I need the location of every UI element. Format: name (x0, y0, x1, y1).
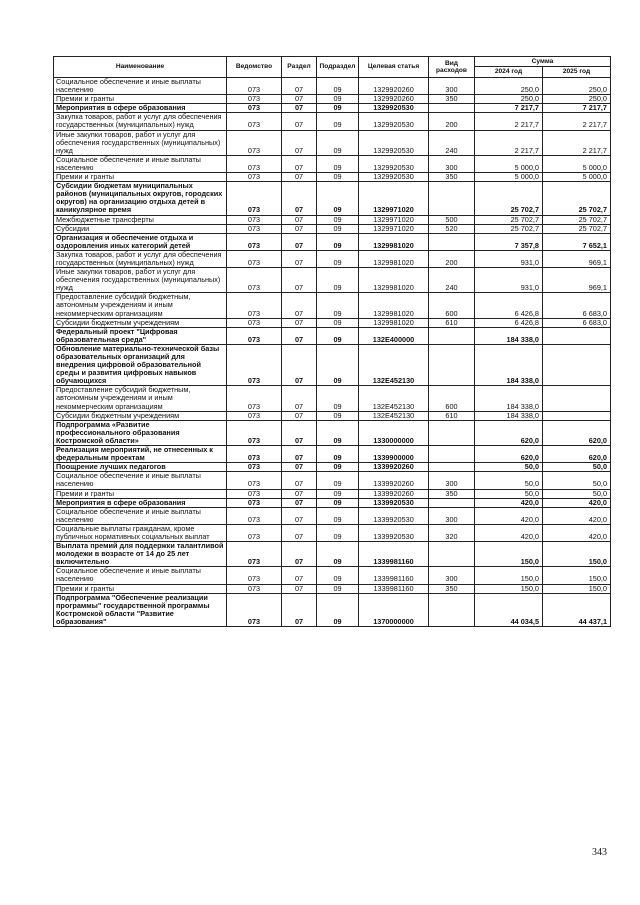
cell-vid-rashodov: 350 (429, 584, 475, 593)
table-row (54, 446, 611, 463)
cell-vid-rashodov (429, 463, 475, 472)
cell-name: Предоставление субсидий бюджетным, автономным учреждениям и иным некоммерческим организациям (54, 293, 227, 318)
cell-vedomstvo: 073 (227, 78, 282, 95)
cell-vedomstvo: 073 (227, 411, 282, 420)
table-row (54, 173, 611, 182)
cell-name: Премии и гранты (54, 584, 227, 593)
cell-sum-2024: 250,0 (475, 78, 543, 95)
cell-vid-rashodov: 350 (429, 489, 475, 498)
cell-razdel: 07 (282, 173, 317, 182)
cell-sum-2025: 250,0 (543, 95, 611, 104)
cell-name: Предоставление субсидий бюджетным, автономным учреждениям и иным некоммерческим организациям (54, 386, 227, 411)
cell-sum-2024: 5 000,0 (475, 155, 543, 172)
cell-sum-2025: 620,0 (543, 446, 611, 463)
cell-sum-2025: 25 702,7 (543, 224, 611, 233)
table-row (54, 233, 611, 250)
cell-name: Мероприятия в сфере образования (54, 104, 227, 113)
table-row (54, 318, 611, 327)
cell-name: Субсидии бюджетам муниципальных районов (муниципальных округов, городских округов) на организацию отдыха детей в каникулярное время (54, 182, 227, 215)
cell-razdel: 07 (282, 318, 317, 327)
cell-sum-2024: 6 426,8 (475, 318, 543, 327)
cell-sum-2024: 184 338,0 (475, 411, 543, 420)
cell-celevaya-statya: 1339920260 (359, 472, 429, 489)
cell-podrazdel: 09 (317, 386, 359, 411)
cell-celevaya-statya: 1329971020 (359, 182, 429, 215)
cell-sum-2024: 2 217,7 (475, 113, 543, 130)
cell-podrazdel: 09 (317, 584, 359, 593)
cell-celevaya-statya: 132Е452130 (359, 344, 429, 385)
cell-vedomstvo: 073 (227, 593, 282, 626)
cell-razdel: 07 (282, 78, 317, 95)
cell-razdel: 07 (282, 472, 317, 489)
cell-name: Иные закупки товаров, работ и услуг для обеспечения государственных (муниципальных) нужд (54, 268, 227, 293)
cell-podrazdel: 09 (317, 420, 359, 445)
cell-name: Социальное обеспечение и иные выплаты населению (54, 155, 227, 172)
cell-celevaya-statya: 1339920530 (359, 498, 429, 507)
cell-sum-2024: 184 338,0 (475, 344, 543, 385)
cell-vid-rashodov (429, 344, 475, 385)
cell-podrazdel: 09 (317, 268, 359, 293)
cell-podrazdel: 09 (317, 344, 359, 385)
cell-podrazdel: 09 (317, 155, 359, 172)
table-row (54, 250, 611, 267)
cell-sum-2025 (543, 344, 611, 385)
cell-razdel: 07 (282, 344, 317, 385)
table-row (54, 104, 611, 113)
cell-vedomstvo: 073 (227, 268, 282, 293)
cell-sum-2024: 50,0 (475, 472, 543, 489)
cell-sum-2024: 250,0 (475, 95, 543, 104)
cell-sum-2025: 50,0 (543, 463, 611, 472)
cell-name: Премии и гранты (54, 173, 227, 182)
cell-vid-rashodov (429, 182, 475, 215)
table-row (54, 386, 611, 411)
cell-sum-2024: 931,0 (475, 268, 543, 293)
cell-name: Социальное обеспечение и иные выплаты населению (54, 472, 227, 489)
cell-podrazdel: 09 (317, 411, 359, 420)
header-vid-rashodov: Вид расходов (429, 57, 475, 78)
cell-celevaya-statya: 1330000000 (359, 420, 429, 445)
cell-celevaya-statya: 1329981020 (359, 268, 429, 293)
cell-sum-2024: 931,0 (475, 250, 543, 267)
cell-sum-2024: 150,0 (475, 584, 543, 593)
cell-razdel: 07 (282, 113, 317, 130)
cell-vid-rashodov: 350 (429, 95, 475, 104)
cell-vedomstvo: 073 (227, 507, 282, 524)
cell-celevaya-statya: 1329920530 (359, 113, 429, 130)
table-row (54, 344, 611, 385)
cell-sum-2024: 44 034,5 (475, 593, 543, 626)
cell-sum-2024: 25 702,7 (475, 215, 543, 224)
cell-podrazdel: 09 (317, 113, 359, 130)
cell-razdel: 07 (282, 104, 317, 113)
cell-vid-rashodov: 600 (429, 386, 475, 411)
cell-celevaya-statya: 1339981160 (359, 567, 429, 584)
cell-podrazdel: 09 (317, 472, 359, 489)
cell-name: Организация и обеспечение отдыха и оздоровления иных категорий детей (54, 233, 227, 250)
cell-vedomstvo: 073 (227, 155, 282, 172)
cell-name: Подпрограмма «Развитие профессионального образования Костромской области» (54, 420, 227, 445)
cell-podrazdel: 09 (317, 446, 359, 463)
header-2025: 2025 год (543, 67, 611, 78)
table-row (54, 463, 611, 472)
cell-razdel: 07 (282, 567, 317, 584)
cell-vid-rashodov: 300 (429, 507, 475, 524)
cell-vedomstvo: 073 (227, 113, 282, 130)
cell-vedomstvo: 073 (227, 293, 282, 318)
cell-vid-rashodov: 600 (429, 293, 475, 318)
cell-vedomstvo: 073 (227, 420, 282, 445)
cell-celevaya-statya: 1329920530 (359, 104, 429, 113)
cell-razdel: 07 (282, 524, 317, 541)
cell-podrazdel: 09 (317, 78, 359, 95)
cell-sum-2024: 2 217,7 (475, 130, 543, 155)
cell-vid-rashodov (429, 446, 475, 463)
cell-sum-2024: 7 357,8 (475, 233, 543, 250)
cell-podrazdel: 09 (317, 293, 359, 318)
cell-razdel: 07 (282, 293, 317, 318)
cell-celevaya-statya: 1339920260 (359, 489, 429, 498)
table-row (54, 472, 611, 489)
cell-vid-rashodov (429, 233, 475, 250)
header-summa: Сумма (475, 57, 611, 67)
cell-celevaya-statya: 1370000000 (359, 593, 429, 626)
cell-razdel: 07 (282, 233, 317, 250)
cell-name: Выплата премий для поддержки талантливой молодежи в возрасте от 14 до 25 лет включительно (54, 542, 227, 567)
cell-celevaya-statya: 1339981160 (359, 584, 429, 593)
table-row (54, 155, 611, 172)
cell-vid-rashodov (429, 593, 475, 626)
cell-celevaya-statya: 1329981020 (359, 250, 429, 267)
cell-name: Премии и гранты (54, 489, 227, 498)
cell-name: Социальные выплаты гражданам, кроме публичных нормативных социальных выплат (54, 524, 227, 541)
cell-celevaya-statya: 132Е400000 (359, 327, 429, 344)
cell-name: Закупка товаров, работ и услуг для обеспечения государственных (муниципальных) нужд (54, 250, 227, 267)
cell-sum-2025: 969,1 (543, 250, 611, 267)
table-row (54, 113, 611, 130)
cell-sum-2024: 184 338,0 (475, 327, 543, 344)
cell-sum-2024: 25 702,7 (475, 182, 543, 215)
cell-sum-2025: 150,0 (543, 542, 611, 567)
cell-celevaya-statya: 1339920530 (359, 507, 429, 524)
cell-vedomstvo: 073 (227, 344, 282, 385)
cell-sum-2025: 25 702,7 (543, 182, 611, 215)
cell-razdel: 07 (282, 498, 317, 507)
budget-table (53, 56, 611, 627)
table-row (54, 182, 611, 215)
table-row (54, 327, 611, 344)
cell-sum-2025: 150,0 (543, 567, 611, 584)
cell-name: Субсидии бюджетным учреждениям (54, 318, 227, 327)
cell-razdel: 07 (282, 420, 317, 445)
cell-vedomstvo: 073 (227, 489, 282, 498)
cell-sum-2025: 50,0 (543, 472, 611, 489)
table-row (54, 95, 611, 104)
table-row (54, 215, 611, 224)
table-row (54, 78, 611, 95)
cell-name: Иные закупки товаров, работ и услуг для обеспечения государственных (муниципальных) нужд (54, 130, 227, 155)
cell-sum-2024: 420,0 (475, 524, 543, 541)
cell-vid-rashodov: 520 (429, 224, 475, 233)
cell-razdel: 07 (282, 584, 317, 593)
cell-razdel: 07 (282, 327, 317, 344)
header-razdel: Раздел (282, 57, 317, 78)
cell-vid-rashodov: 200 (429, 113, 475, 130)
cell-vid-rashodov: 320 (429, 524, 475, 541)
cell-sum-2025 (543, 386, 611, 411)
cell-razdel: 07 (282, 446, 317, 463)
cell-celevaya-statya: 1339900000 (359, 446, 429, 463)
cell-sum-2025: 5 000,0 (543, 173, 611, 182)
cell-razdel: 07 (282, 542, 317, 567)
cell-razdel: 07 (282, 182, 317, 215)
cell-razdel: 07 (282, 507, 317, 524)
cell-razdel: 07 (282, 155, 317, 172)
cell-sum-2024: 6 426,8 (475, 293, 543, 318)
cell-sum-2024: 5 000,0 (475, 173, 543, 182)
cell-vedomstvo: 073 (227, 130, 282, 155)
cell-sum-2024: 50,0 (475, 463, 543, 472)
cell-name: Подпрограмма "Обеспечение реализации программы" государственной программы Костромской области "Развитие образования" (54, 593, 227, 626)
cell-vedomstvo: 073 (227, 250, 282, 267)
table-row (54, 224, 611, 233)
cell-sum-2025: 7 217,7 (543, 104, 611, 113)
cell-sum-2025: 250,0 (543, 78, 611, 95)
cell-podrazdel: 09 (317, 224, 359, 233)
cell-sum-2025: 6 683,0 (543, 293, 611, 318)
table-row (54, 268, 611, 293)
cell-vedomstvo: 073 (227, 224, 282, 233)
cell-sum-2024: 25 702,7 (475, 224, 543, 233)
cell-name: Обновление материально-технической базы образовательных организаций для внедрения цифровой образовательной среды и развития цифровых навыков обучающихся (54, 344, 227, 385)
cell-vedomstvo: 073 (227, 95, 282, 104)
table-row (54, 524, 611, 541)
cell-podrazdel: 09 (317, 215, 359, 224)
table-row (54, 584, 611, 593)
cell-vid-rashodov: 240 (429, 268, 475, 293)
cell-vedomstvo: 073 (227, 498, 282, 507)
cell-vedomstvo: 073 (227, 567, 282, 584)
cell-sum-2025 (543, 327, 611, 344)
cell-vid-rashodov: 200 (429, 250, 475, 267)
cell-podrazdel: 09 (317, 250, 359, 267)
cell-podrazdel: 09 (317, 593, 359, 626)
cell-podrazdel: 09 (317, 173, 359, 182)
cell-vid-rashodov: 300 (429, 472, 475, 489)
table-row (54, 498, 611, 507)
cell-sum-2025: 420,0 (543, 507, 611, 524)
cell-sum-2024: 620,0 (475, 420, 543, 445)
cell-vedomstvo: 073 (227, 472, 282, 489)
cell-sum-2024: 7 217,7 (475, 104, 543, 113)
cell-celevaya-statya: 1329981020 (359, 293, 429, 318)
header-name: Наименование (54, 57, 227, 78)
cell-name: Федеральный проект "Цифровая образовательная среда" (54, 327, 227, 344)
cell-name: Мероприятия в сфере образования (54, 498, 227, 507)
cell-name: Реализация мероприятий, не отнесенных к федеральным проектам (54, 446, 227, 463)
cell-sum-2025: 969,1 (543, 268, 611, 293)
cell-podrazdel: 09 (317, 507, 359, 524)
cell-vedomstvo: 073 (227, 524, 282, 541)
cell-podrazdel: 09 (317, 498, 359, 507)
cell-sum-2024: 184 338,0 (475, 386, 543, 411)
cell-vedomstvo: 073 (227, 104, 282, 113)
cell-sum-2025: 620,0 (543, 420, 611, 445)
cell-vedomstvo: 073 (227, 463, 282, 472)
cell-razdel: 07 (282, 130, 317, 155)
cell-celevaya-statya: 1339920260 (359, 463, 429, 472)
cell-name: Субсидии (54, 224, 227, 233)
cell-razdel: 07 (282, 95, 317, 104)
cell-razdel: 07 (282, 489, 317, 498)
cell-razdel: 07 (282, 250, 317, 267)
cell-celevaya-statya: 1329971020 (359, 215, 429, 224)
cell-podrazdel: 09 (317, 463, 359, 472)
cell-celevaya-statya: 1339920530 (359, 524, 429, 541)
cell-name: Поощрение лучших педагогов (54, 463, 227, 472)
cell-vid-rashodov: 350 (429, 173, 475, 182)
cell-celevaya-statya: 132Е452130 (359, 411, 429, 420)
cell-sum-2024: 420,0 (475, 498, 543, 507)
cell-vedomstvo: 073 (227, 327, 282, 344)
cell-vedomstvo: 073 (227, 446, 282, 463)
table-row (54, 130, 611, 155)
cell-vid-rashodov: 300 (429, 78, 475, 95)
cell-podrazdel: 09 (317, 524, 359, 541)
table-row (54, 293, 611, 318)
table-row (54, 420, 611, 445)
cell-podrazdel: 09 (317, 95, 359, 104)
cell-razdel: 07 (282, 386, 317, 411)
cell-vedomstvo: 073 (227, 173, 282, 182)
header-celevaya-statya: Целевая статья (359, 57, 429, 78)
cell-podrazdel: 09 (317, 104, 359, 113)
cell-vedomstvo: 073 (227, 318, 282, 327)
cell-celevaya-statya: 1329981020 (359, 318, 429, 327)
header-podrazdel: Подраздел (317, 57, 359, 78)
cell-vedomstvo: 073 (227, 233, 282, 250)
table-row (54, 411, 611, 420)
cell-name: Социальное обеспечение и иные выплаты населению (54, 507, 227, 524)
cell-sum-2025: 6 683,0 (543, 318, 611, 327)
cell-celevaya-statya: 1329920530 (359, 173, 429, 182)
table-body (54, 78, 611, 627)
cell-name: Премии и гранты (54, 95, 227, 104)
cell-vid-rashodov (429, 420, 475, 445)
cell-sum-2025: 50,0 (543, 489, 611, 498)
cell-name: Социальное обеспечение и иные выплаты населению (54, 567, 227, 584)
cell-vid-rashodov (429, 104, 475, 113)
cell-celevaya-statya: 1339981160 (359, 542, 429, 567)
cell-podrazdel: 09 (317, 233, 359, 250)
cell-sum-2025: 2 217,7 (543, 113, 611, 130)
cell-podrazdel: 09 (317, 130, 359, 155)
cell-sum-2025: 420,0 (543, 524, 611, 541)
cell-vid-rashodov: 610 (429, 318, 475, 327)
table-row (54, 593, 611, 626)
cell-sum-2024: 150,0 (475, 542, 543, 567)
cell-celevaya-statya: 1329981020 (359, 233, 429, 250)
cell-vid-rashodov (429, 498, 475, 507)
cell-razdel: 07 (282, 215, 317, 224)
header-vedomstvo: Ведомство (227, 57, 282, 78)
cell-razdel: 07 (282, 411, 317, 420)
cell-vedomstvo: 073 (227, 182, 282, 215)
cell-sum-2024: 50,0 (475, 489, 543, 498)
cell-vedomstvo: 073 (227, 584, 282, 593)
cell-razdel: 07 (282, 268, 317, 293)
cell-vedomstvo: 073 (227, 386, 282, 411)
table-row (54, 489, 611, 498)
cell-name: Закупка товаров, работ и услуг для обеспечения государственных (муниципальных) нужд (54, 113, 227, 130)
cell-name: Социальное обеспечение и иные выплаты населению (54, 78, 227, 95)
cell-celevaya-statya: 1329920260 (359, 95, 429, 104)
cell-vedomstvo: 073 (227, 215, 282, 224)
cell-podrazdel: 09 (317, 318, 359, 327)
cell-vedomstvo: 073 (227, 542, 282, 567)
cell-sum-2024: 150,0 (475, 567, 543, 584)
cell-sum-2025: 44 437,1 (543, 593, 611, 626)
cell-celevaya-statya: 1329920530 (359, 130, 429, 155)
header-2024: 2024 год (475, 67, 543, 78)
table-row (54, 567, 611, 584)
cell-name: Субсидии бюджетным учреждениям (54, 411, 227, 420)
cell-vid-rashodov: 610 (429, 411, 475, 420)
cell-vid-rashodov: 300 (429, 155, 475, 172)
cell-podrazdel: 09 (317, 567, 359, 584)
cell-vid-rashodov: 240 (429, 130, 475, 155)
table-row (54, 542, 611, 567)
cell-sum-2025: 420,0 (543, 498, 611, 507)
cell-celevaya-statya: 132Е452130 (359, 386, 429, 411)
cell-vid-rashodov: 500 (429, 215, 475, 224)
cell-vid-rashodov (429, 542, 475, 567)
cell-podrazdel: 09 (317, 327, 359, 344)
cell-razdel: 07 (282, 463, 317, 472)
cell-podrazdel: 09 (317, 182, 359, 215)
cell-sum-2025: 150,0 (543, 584, 611, 593)
cell-razdel: 07 (282, 593, 317, 626)
cell-vid-rashodov (429, 327, 475, 344)
cell-sum-2025: 2 217,7 (543, 130, 611, 155)
cell-sum-2024: 620,0 (475, 446, 543, 463)
cell-vid-rashodov: 300 (429, 567, 475, 584)
cell-celevaya-statya: 1329920530 (359, 155, 429, 172)
cell-podrazdel: 09 (317, 489, 359, 498)
table-row (54, 507, 611, 524)
cell-sum-2025 (543, 411, 611, 420)
cell-sum-2025: 5 000,0 (543, 155, 611, 172)
cell-name: Межбюджетные трансферты (54, 215, 227, 224)
cell-celevaya-statya: 1329920260 (359, 78, 429, 95)
cell-podrazdel: 09 (317, 542, 359, 567)
cell-sum-2025: 25 702,7 (543, 215, 611, 224)
cell-sum-2024: 420,0 (475, 507, 543, 524)
cell-celevaya-statya: 1329971020 (359, 224, 429, 233)
page-number: 343 (592, 847, 607, 858)
cell-razdel: 07 (282, 224, 317, 233)
cell-sum-2025: 7 652,1 (543, 233, 611, 250)
